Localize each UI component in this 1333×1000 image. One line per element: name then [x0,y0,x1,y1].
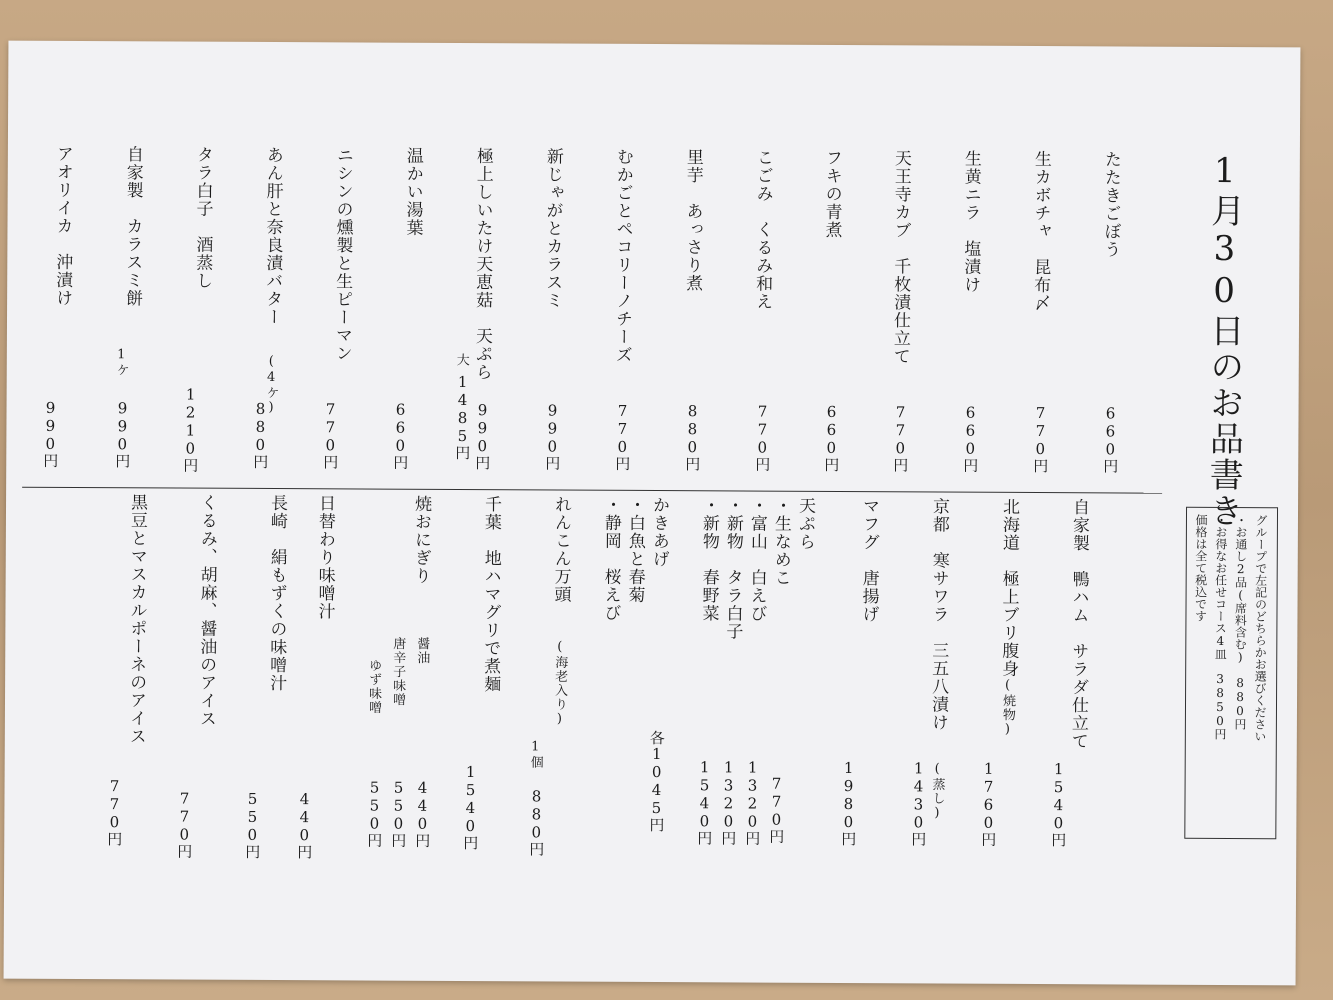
menu-item-name: 京都 寒サワラ 三五八漬け [927,497,950,732]
menu-item-name: フキの青煮 [821,148,842,239]
menu-item-price: 770円 [105,777,124,847]
menu-item-name: ・静岡 桜えび [600,495,622,622]
menu-item-name: アオリイカ 沖漬け [52,144,73,307]
menu-item-name: 北海道 極上ブリ腹身 [998,497,1020,678]
menu-item-price: 各1045円 [647,729,666,833]
menu-item-name: ゆず味噌 [365,658,382,715]
menu-item-price: 770円 [175,789,194,859]
menu-item-name: 唐辛子味噌 [389,636,406,707]
note-text: 価格は全て税込です [1193,513,1209,622]
menu-item-price: 660円 [391,400,410,470]
menu-item-price: 770円 [613,401,632,471]
menu-item-price: 1210円 [181,385,200,473]
page-title: 1月30日のお品書き [1202,150,1245,530]
menu-item-name: 里芋 あっさり煮 [682,148,703,293]
menu-paper [4,41,1301,986]
menu-item-price: 990円 [543,401,562,471]
menu-item-price: 770円 [1031,403,1050,474]
menu-item-price: 1760円 [979,759,998,847]
menu-item-price: 1540円 [461,763,480,851]
menu-item-price: 660円 [822,402,841,472]
menu-item-name: 日替わり味噌汁 [314,494,336,621]
menu-item-name: 醤油 [414,636,430,665]
menu-item-price: 990円 [113,399,132,469]
menu-item-name: あん肝と奈良漬バター [261,145,283,327]
menu-item-name: 黒豆とマスカルポーネのアイス [125,493,148,746]
menu-item-note: (焼物) [999,677,1016,738]
menu-item-price: 1540円 [1049,760,1068,848]
menu-item-price: 550円 [243,789,262,859]
note-text: グループで左記のどちらかお選びください [1252,514,1269,743]
menu-item-price: 1430円 [909,759,928,847]
notes-box [1184,507,1278,839]
menu-item-name: 天王寺カブ 千枚漬仕立て [889,149,911,366]
menu-item-name: 生カボチャ 昆布〆 [1030,149,1051,313]
menu-item-name: くるみ、胡麻、醤油のアイス [195,493,218,728]
note-text: ・お得なお任せコース4皿 3850円 [1212,513,1229,741]
menu-item-price: 1980円 [839,758,858,847]
menu-item-price: 770円 [753,402,772,472]
menu-item-size: 大 [453,352,469,368]
menu-item-price: 770円 [321,400,340,470]
menu-item-price: 440円 [413,778,432,848]
menu-item-name: マフグ 唐揚げ [858,497,880,624]
menu-item-name: むかごとペコリーノチーズ [611,147,633,364]
menu-item-price: 880円 [251,399,270,469]
menu-item-qty: 1個 [527,739,543,770]
onigiri-title: 焼おにぎり [410,494,432,585]
menu-item-size-price: 1485円 [453,372,472,461]
menu-item-price: 770円 [767,774,786,844]
menu-item-name: れんこん万頭 [550,495,572,604]
menu-item-price: 880円 [683,402,702,472]
note-text: ・お通し2品(席料含む) 880円 [1232,514,1249,731]
menu-item-name: 自家製 カラスミ餅 [122,145,143,308]
menu-item-price: 660円 [961,403,980,473]
menu-item-name: ・富山 白えび [746,496,768,623]
menu-item-name: タラ白子 酒蒸し [192,145,213,290]
menu-item-price: 990円 [473,401,492,471]
menu-item-name: 新じゃがとカラスミ [542,147,563,310]
menu-item-price: 1540円 [695,758,714,846]
menu-item-price: 550円 [365,778,384,848]
kakiage-title: かきあげ [648,495,670,569]
menu-item-note: (海老入り) [551,639,568,728]
menu-item-name: ・新物 タラ白子 [722,496,744,641]
menu-item-name: ニシンの燻製と生ピーマン [331,146,353,363]
menu-item-price: 770円 [891,403,910,473]
menu-item-price: 660円 [1101,404,1120,474]
menu-item-name: ・生なめこ [770,496,792,587]
menu-item-price: 550円 [389,778,408,848]
section-divider [22,487,1162,494]
menu-item-qty: 1ケ [113,347,129,378]
tempura-title: 天ぷら [794,496,816,551]
menu-item-price: 1320円 [743,758,762,846]
menu-item-price: 880円 [527,787,546,857]
menu-item-name: ・白魚と春菊 [624,495,646,604]
menu-item-name: たたきごぼう [1100,150,1121,259]
menu-item-price: 990円 [41,398,60,468]
menu-item-name: こごみ くるみ和え [752,148,773,311]
menu-item-name: 千葉 地ハマグリで煮麺 [480,495,502,694]
menu-item-name: ・新物 春野菜 [698,496,720,623]
menu-item-name: 極上しいたけ天恵菇 天ぷら [471,147,493,382]
menu-item-price: 440円 [295,790,314,860]
menu-item-name: 温かい湯葉 [402,146,423,237]
menu-item-note: (4ケ) [263,353,279,417]
menu-item-price: 1320円 [719,758,738,846]
menu-item-name: 長崎 絹もずくの味噌汁 [266,493,288,693]
menu-item-name: 自家製 鴨ハム サラダ仕立て [1067,498,1090,751]
menu-item-note: (蒸し) [929,761,945,822]
menu-item-name: 生黄ニラ 塩漬け [960,149,981,294]
